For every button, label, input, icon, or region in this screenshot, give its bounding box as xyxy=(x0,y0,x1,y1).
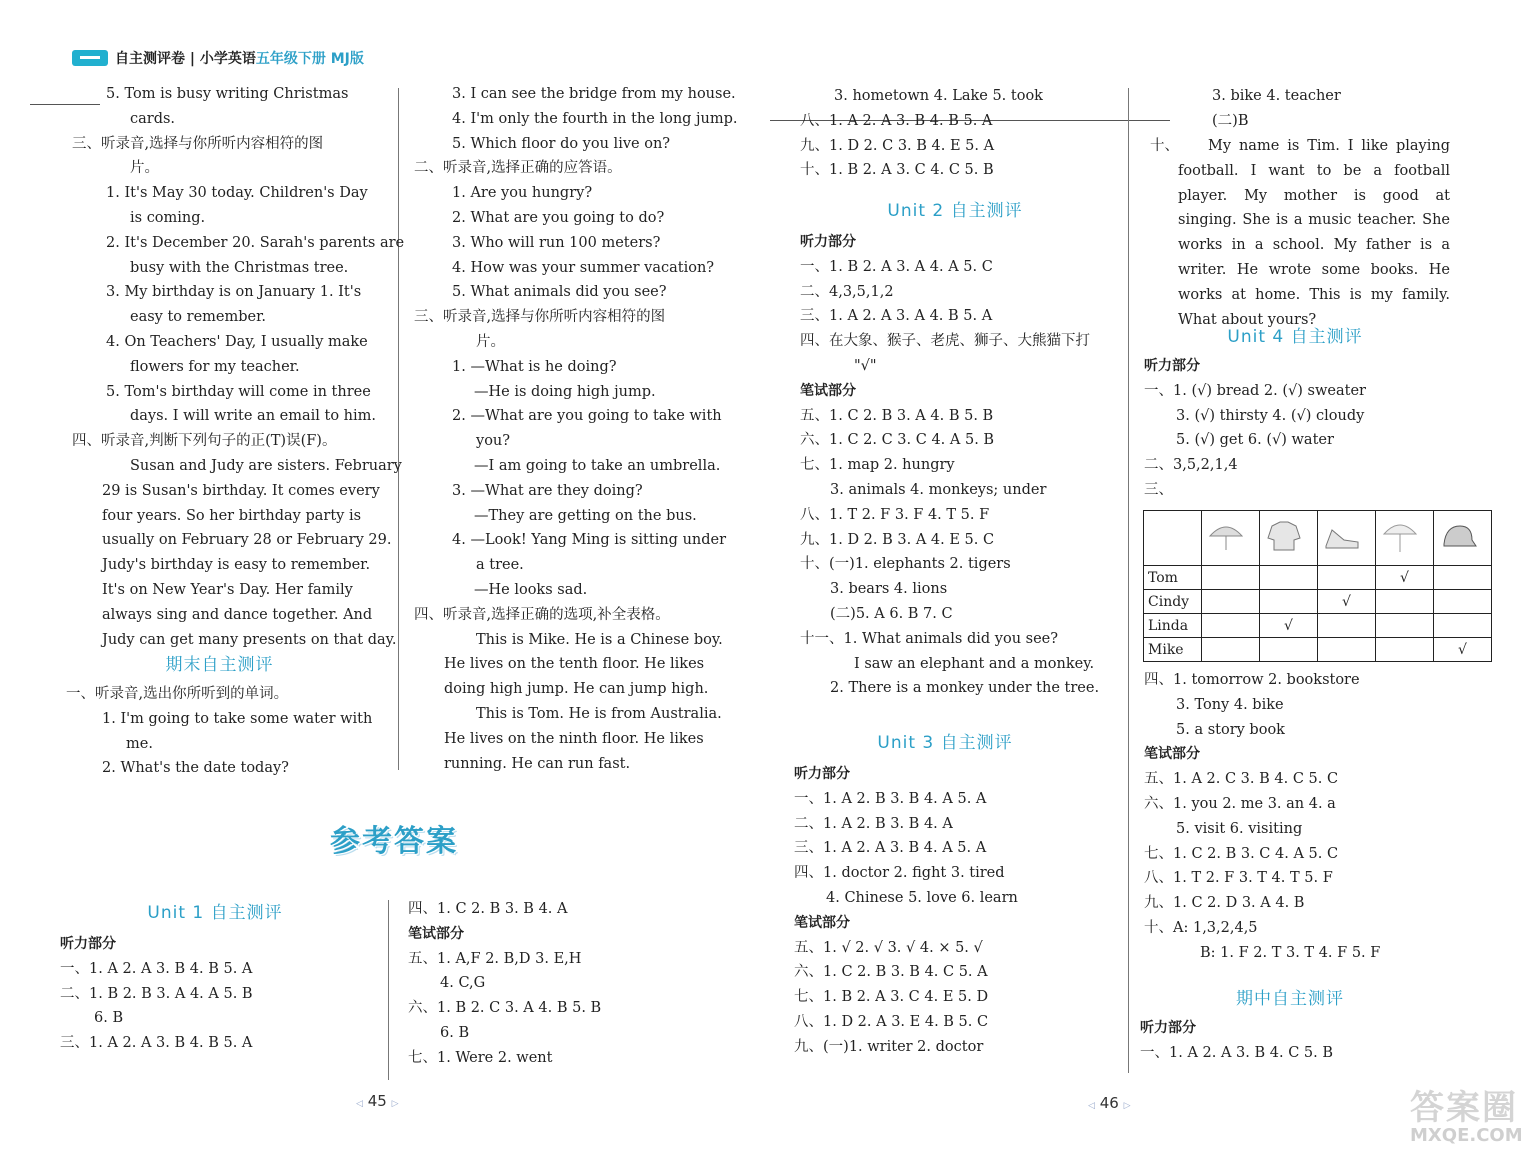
umbrella-picture-icon xyxy=(1202,511,1260,566)
text-line: 七、1. C 2. B 3. C 4. A 5. C xyxy=(1144,845,1339,862)
text-line: B: 1. F 2. T 3. T 4. F 5. F xyxy=(1200,944,1381,961)
text-line: This is Mike. He is a Chinese boy. xyxy=(476,631,723,648)
text-line: 4. I'm only the fourth in the long jump. xyxy=(452,110,738,127)
mark-cell: √ xyxy=(1376,566,1434,590)
text-line: This is Tom. He is from Australia. xyxy=(476,705,722,722)
text-line: —He looks sad. xyxy=(474,581,588,598)
page-number-45: ◁ 45 ▷ xyxy=(356,1092,399,1110)
final-test-heading: 期末自主测评 xyxy=(165,655,274,675)
text-line: Judy can get many presents on that day. xyxy=(102,631,397,648)
text-line: 四、1. doctor 2. fight 3. tired xyxy=(794,865,1005,882)
page45-col1 xyxy=(72,82,405,652)
midterm-heading: 期中自主测评 xyxy=(1236,989,1344,1009)
text-line: 八、1. T 2. F 3. F 4. T 5. F xyxy=(800,506,990,523)
text-line: running. He can run fast. xyxy=(444,755,631,772)
text-line: 四、1. tomorrow 2. bookstore xyxy=(1144,672,1360,688)
answers-title: 参考答案 xyxy=(330,824,458,859)
text-line: 六、1. C 2. B 3. B 4. C 5. A xyxy=(794,964,988,981)
text-line: 片。 xyxy=(130,160,159,177)
text-line: 4. Chinese 5. love 6. learn xyxy=(826,889,1018,906)
text-line: 3. (√) thirsty 4. (√) cloudy xyxy=(1176,407,1365,424)
text-line: I saw an elephant and a monkey. xyxy=(854,655,1095,672)
text-line: 一、1. A 2. A 3. B 4. B 5. A xyxy=(60,960,253,977)
text-line: 片。 xyxy=(476,333,505,350)
unit1-heading: Unit 1 自主测评 xyxy=(147,903,283,923)
text-line: you? xyxy=(476,433,511,450)
text-line: 十一、1. What animals did you see? xyxy=(800,630,1059,647)
running-header: 自主测评卷 | 小学英语五年级下册 MJ版 xyxy=(115,51,364,67)
text-line: 二、听录音,选择正确的应答语。 xyxy=(414,160,622,177)
column-divider xyxy=(398,88,399,770)
text-line: 四、听录音,判断下列句子的正(T)误(F)。 xyxy=(72,433,337,450)
text-line: 5. (√) get 6. (√) water xyxy=(1176,432,1334,449)
mark-cell: √ xyxy=(1260,614,1318,638)
column-divider xyxy=(388,900,389,1080)
text-line: 5. a story book xyxy=(1176,721,1285,738)
text-line: 三、1. A 2. A 3. B 4. A 5. A xyxy=(794,840,987,857)
page46-col3b xyxy=(800,230,1120,701)
watermark: 答案圈 MXQE.COM xyxy=(1410,1088,1523,1146)
mark-cell: √ xyxy=(1318,590,1376,614)
text-line: He lives on the tenth floor. He likes xyxy=(444,656,705,673)
text-line: 二、1. B 2. B 3. A 4. A 5. B xyxy=(60,985,253,1002)
text-line: Susan and Judy are sisters. February xyxy=(130,457,402,474)
text-line: 听力部分 xyxy=(800,234,856,250)
text-line: 一、1. B 2. A 3. A 4. A 5. C xyxy=(800,258,993,275)
page46-col4c xyxy=(1144,668,1454,966)
text-line: 29 is Susan's birthday. It comes every xyxy=(102,482,380,499)
text-line: four years. So her birthday party is xyxy=(102,507,362,524)
page46-col4d xyxy=(1140,1016,1460,1066)
text-line: is coming. xyxy=(130,209,206,226)
text-line: (二)5. A 6. B 7. C xyxy=(830,605,953,622)
text-line: 九、(一)1. writer 2. doctor xyxy=(794,1038,984,1055)
text-line: 十、A: 1,3,2,4,5 xyxy=(1144,919,1258,936)
text-line: 1. Are you hungry? xyxy=(452,185,593,202)
text-line: 听力部分 xyxy=(1144,358,1200,374)
text-line: 四、在大象、猴子、老虎、狮子、大熊猫下打 xyxy=(800,333,1090,350)
text-line: 2. —What are you going to take with xyxy=(452,408,722,425)
text-line: 3. Tony 4. bike xyxy=(1176,696,1284,713)
page46-col4a xyxy=(1180,84,1460,134)
text-line: 听力部分 xyxy=(794,766,850,782)
text-line: 笔试部分 xyxy=(800,382,856,399)
text-line: 3. hometown 4. Lake 5. took xyxy=(834,88,1043,104)
unit1-answers-col2 xyxy=(408,897,728,1071)
series-logo-icon xyxy=(72,50,108,66)
text-line: 2. There is a monkey under the tree. xyxy=(830,680,1100,697)
text-line: —He is doing high jump. xyxy=(474,383,656,400)
mark-cell xyxy=(1260,566,1318,590)
text-line: 1. I'm going to take some water with xyxy=(102,710,373,727)
text-line: 1. It's May 30 today. Children's Day xyxy=(106,185,368,202)
text-line: 笔试部分 xyxy=(408,925,464,942)
text-line: 三、听录音,选择与你所听内容相符的图 xyxy=(72,135,324,152)
cap-picture-icon xyxy=(1434,511,1492,566)
text-line: 3. —What are they doing? xyxy=(452,482,643,499)
mark-cell xyxy=(1376,638,1434,662)
mark-cell xyxy=(1434,566,1492,590)
table-row xyxy=(1144,590,1492,614)
mark-cell xyxy=(1202,614,1260,638)
mark-cell xyxy=(1202,590,1260,614)
text-line: —I am going to take an umbrella. xyxy=(474,457,721,474)
mark-cell xyxy=(1434,614,1492,638)
text-line: 听力部分 xyxy=(60,936,116,952)
text-line: days. I will write an email to him. xyxy=(130,408,376,425)
text-line: 十、1. B 2. A 3. C 4. C 5. B xyxy=(800,162,994,179)
page46-col4b xyxy=(1144,354,1454,503)
text-line: 4. How was your summer vacation? xyxy=(452,259,715,276)
text-line: 3. Who will run 100 meters? xyxy=(452,234,661,251)
text-line: 二、3,5,2,1,4 xyxy=(1144,457,1238,474)
text-line: 笔试部分 xyxy=(1144,746,1200,763)
text-line: 4. —Look! Yang Ming is sitting under xyxy=(452,532,727,549)
text-line: 一、听录音,选出你所听到的单词。 xyxy=(66,686,289,702)
essay-text: My name is Tim. I like playing football. I want to be a football player. My mother is good at singing. She is a music teacher. She works in a school. My father is a writer. He wrote some books. He works at home. This is my family. What about yours? xyxy=(1178,138,1450,328)
mark-cell xyxy=(1376,590,1434,614)
text-line: always sing and dance together. And xyxy=(102,606,373,623)
page-number-46: ◁ 46 ▷ xyxy=(1088,1094,1131,1112)
text-line: 九、1. D 2. B 3. A 4. E 5. C xyxy=(800,531,995,548)
column-divider xyxy=(1128,88,1129,1073)
sweater-picture-icon xyxy=(1260,511,1318,566)
table-row xyxy=(1144,614,1492,638)
table-header-row xyxy=(1144,511,1492,566)
text-line: 二、1. A 2. B 3. B 4. A xyxy=(794,815,953,832)
text-line: It's on New Year's Day. Her family xyxy=(102,581,353,598)
text-line: 七、1. map 2. hungry xyxy=(800,457,955,474)
mark-cell xyxy=(1434,590,1492,614)
text-line: 五、1. √ 2. √ 3. √ 4. × 5. √ xyxy=(794,939,983,956)
text-line: easy to remember. xyxy=(130,309,267,326)
row-name-cell: Cindy xyxy=(1144,590,1202,614)
text-line: 五、1. A,F 2. B,D 3. E,H xyxy=(408,950,582,967)
text-line: 6. B xyxy=(440,1024,470,1041)
text-line: 2. It's December 20. Sarah's parents are xyxy=(106,234,405,251)
shoes-picture-icon xyxy=(1318,511,1376,566)
text-line: 三、1. A 2. A 3. B 4. B 5. A xyxy=(60,1035,253,1052)
text-line: 1. —What is he doing? xyxy=(452,358,617,375)
text-line: 五、1. C 2. B 3. A 4. B 5. B xyxy=(800,407,994,424)
text-line: usually on February 28 or February 29. xyxy=(102,532,392,549)
mark-cell: √ xyxy=(1434,638,1492,662)
text-line: 四、听录音,选择正确的选项,补全表格。 xyxy=(414,606,670,623)
text-line: cards. xyxy=(130,110,176,127)
text-line: busy with the Christmas tree. xyxy=(130,259,349,276)
text-line: 2. What's the date today? xyxy=(102,760,289,777)
text-line: 三、1. A 2. A 3. A 4. B 5. A xyxy=(800,308,993,325)
text-line: 5. What animals did you see? xyxy=(452,284,667,301)
text-line: 九、1. D 2. C 3. B 4. E 5. A xyxy=(800,137,995,154)
text-line: 七、1. Were 2. went xyxy=(408,1049,553,1066)
mark-cell xyxy=(1202,638,1260,662)
row-name-cell: Linda xyxy=(1144,614,1202,638)
mark-cell xyxy=(1376,614,1434,638)
text-line: 十、(一)1. elephants 2. tigers xyxy=(800,556,1011,573)
text-line: 5. Which floor do you live on? xyxy=(452,135,671,152)
text-line: 八、1. A 2. A 3. B 4. B 5. A xyxy=(800,112,993,129)
table-row xyxy=(1144,638,1492,662)
page45-col2 xyxy=(414,82,738,776)
text-line: —They are getting on the bus. xyxy=(474,507,697,524)
mark-cell xyxy=(1318,614,1376,638)
text-line: 七、1. B 2. A 3. C 4. E 5. D xyxy=(794,989,989,1006)
row-name-cell: Mike xyxy=(1144,638,1202,662)
text-line: 六、1. B 2. C 3. A 4. B 5. B xyxy=(408,1000,602,1017)
text-line: 八、1. D 2. A 3. E 4. B 5. C xyxy=(794,1013,989,1030)
unit3-heading: Unit 3 自主测评 xyxy=(877,733,1013,753)
text-line: 笔试部分 xyxy=(794,914,850,931)
text-line: "√" xyxy=(854,357,877,374)
mark-cell xyxy=(1260,638,1318,662)
unit1-answers-col1 xyxy=(60,932,380,1056)
mark-cell xyxy=(1318,566,1376,590)
text-line: 3. animals 4. monkeys; under xyxy=(830,481,1047,498)
essay-block: 十、 My name is Tim. I like playing football. I want to be a football player. My mother is good at singing. She is a music teacher. She works in a school. My father is a writer. He wrote some books. He works at home. This is my family. What about yours? xyxy=(1150,134,1450,332)
text-line: 听力部分 xyxy=(1140,1020,1196,1036)
page45-col1b xyxy=(66,682,380,781)
umbrella-open-picture-icon xyxy=(1376,511,1434,566)
unit4-heading: Unit 4 自主测评 xyxy=(1227,327,1363,347)
text-line: me. xyxy=(126,735,153,752)
text-line: 六、1. C 2. C 3. C 4. A 5. B xyxy=(800,432,995,449)
text-line: 4. C,G xyxy=(440,975,486,992)
text-line: 五、1. A 2. C 3. B 4. C 5. C xyxy=(1144,771,1339,788)
unit2-heading: Unit 2 自主测评 xyxy=(887,201,1023,221)
text-line: 2. What are you going to do? xyxy=(452,209,665,226)
text-line: 一、1. (√) bread 2. (√) sweater xyxy=(1144,382,1366,399)
text-line: 三、听录音,选择与你所听内容相符的图 xyxy=(414,309,666,326)
text-line: 三、 xyxy=(1144,481,1173,498)
row-name-cell: Tom xyxy=(1144,566,1202,590)
table-row xyxy=(1144,566,1492,590)
text-line: 5. Tom's birthday will come in three xyxy=(106,383,371,400)
mark-cell xyxy=(1202,566,1260,590)
text-line: 九、1. C 2. D 3. A 4. B xyxy=(1144,895,1305,912)
text-line: 5. visit 6. visiting xyxy=(1176,820,1303,837)
text-line: He lives on the ninth floor. He likes xyxy=(444,730,704,747)
watermark-logo-icon: 答案圈 xyxy=(1410,1088,1518,1128)
text-line: a tree. xyxy=(476,557,524,574)
text-line: 3. bears 4. lions xyxy=(830,581,948,598)
text-line: 3. My birthday is on January 1. It's xyxy=(106,284,362,301)
text-line: doing high jump. He can jump high. xyxy=(444,681,709,698)
text-line: 一、1. A 2. A 3. B 4. C 5. B xyxy=(1140,1044,1334,1061)
answer-table xyxy=(1143,510,1492,662)
text-line: 四、1. C 2. B 3. B 4. A xyxy=(408,901,568,917)
text-line: 一、1. A 2. B 3. B 4. A 5. A xyxy=(794,790,987,807)
text-line: 二、4,3,5,1,2 xyxy=(800,283,894,300)
text-line: flowers for my teacher. xyxy=(130,358,300,375)
text-line: 4. On Teachers' Day, I usually make xyxy=(106,333,368,350)
mark-cell xyxy=(1318,638,1376,662)
text-line: 八、1. T 2. F 3. T 4. T 5. F xyxy=(1144,870,1333,887)
text-line: 6. B xyxy=(94,1010,124,1027)
page46-col3c xyxy=(794,762,1114,1060)
text-line: Judy's birthday is easy to remember. xyxy=(102,557,371,574)
mark-cell xyxy=(1260,590,1318,614)
text-line: 六、1. you 2. me 3. an 4. a xyxy=(1144,795,1336,812)
page46-col3a xyxy=(800,84,1120,183)
text-line: 3. bike 4. teacher xyxy=(1212,88,1341,104)
text-line: 3. I can see the bridge from my house. xyxy=(452,86,736,102)
text-line: (二)B xyxy=(1212,112,1249,129)
text-line: 5. Tom is busy writing Christmas xyxy=(106,86,349,102)
